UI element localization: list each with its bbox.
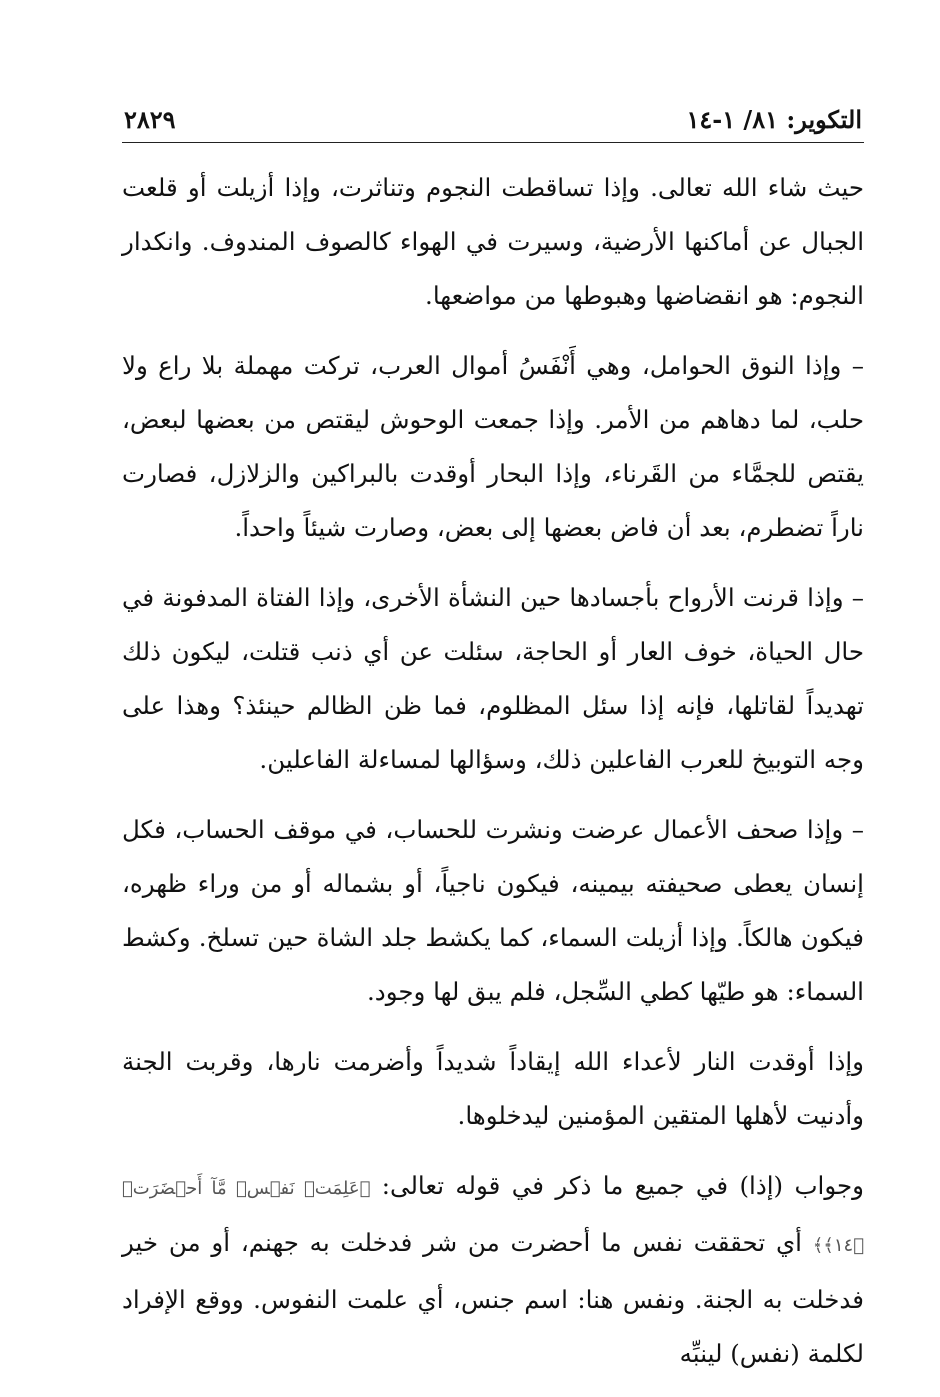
page-header (122, 100, 864, 143)
page-body (122, 161, 864, 1381)
paragraph-5: وإذا أوقدت النار لأعداء الله إيقاداً شديداً وأضرمت نارها، وقربت الجنة وأدنيت لأهلها المتقين المؤمنين ليدخلوها. (122, 1047, 864, 1130)
paragraph-1: حيث شاء الله تعالى. وإذا تساقطت النجوم وتناثرت، وإذا أزيلت أو قلعت الجبال عن أماكنها الأرضية، وسيرت في الهواء كالصوف المندوف. وانكدار النجوم: هو انقضاضها وهبوطها من مواضعها. (122, 173, 864, 310)
book-page (122, 100, 864, 1397)
paragraph-6-rest: أي تحققت نفس ما أحضرت من شر فدخلت به جهنم، أو من خير فدخلت به الجنة. ونفس هنا: اسم جنس، أي علمت النفوس. ووقع الإفراد لكلمة (نفس) لينبِّه (122, 1228, 864, 1368)
paragraph-4: – وإذا صحف الأعمال عرضت ونشرت للحساب، في موقف الحساب، فكل إنسان يعطى صحيفته بيمينه، فيكون ناجياً، أو بشماله أو من وراء ظهره، فيكون هالكاً. وإذا أزيلت السماء، كما يكشط جلد الشاة حين تسلخ. وكشط السماء: هو طيّها كطي السِّجل، فلم يبق لها وجود. (122, 815, 864, 1006)
quran-verse: ﴿عَلِمَتۡ نَفۡسٞ مَّآ أَحۡضَرَتۡ ﴿١٤﴾﴾ (122, 1178, 864, 1256)
page-number: ٢٨٢٩ (124, 105, 176, 134)
running-title: التكوير: ٨١/ ١-١٤ (686, 105, 862, 134)
paragraph-2: – وإذا النوق الحوامل، وهي أَنْفَسُ أموال العرب، تركت مهملة بلا راع ولا حلب، لما دهاهم من الأمر. وإذا جمعت الوحوش ليقتص من بعضها لبعض، يقتص للجمَّاء من القَرناء، وإذا البحار أوقدت بالبراكين والزلازل، فصارت ناراً تضطرم، بعد أن فاض بعضها إلى بعض، وصارت شيئاً واحداً. (122, 351, 864, 542)
paragraph-6-intro: وجواب (إذا) في جميع ما ذكر في قوله تعالى: (370, 1171, 864, 1200)
paragraph-3: – وإذا قرنت الأرواح بأجسادها حين النشأة الأخرى، وإذا الفتاة المدفونة في حال الحياة، خوف العار أو الحاجة، سئلت عن أي ذنب قتلت، ليكون ذلك تهديداً لقاتلها، فإنه إذا سئل المظلوم، فما ظن الظالم حينئذ؟ وهذا على وجه التوبيخ للعرب الفاعلين ذلك، وسؤالها لمساءلة الفاعلين. (122, 583, 864, 774)
paragraph-6 (122, 1159, 864, 1381)
